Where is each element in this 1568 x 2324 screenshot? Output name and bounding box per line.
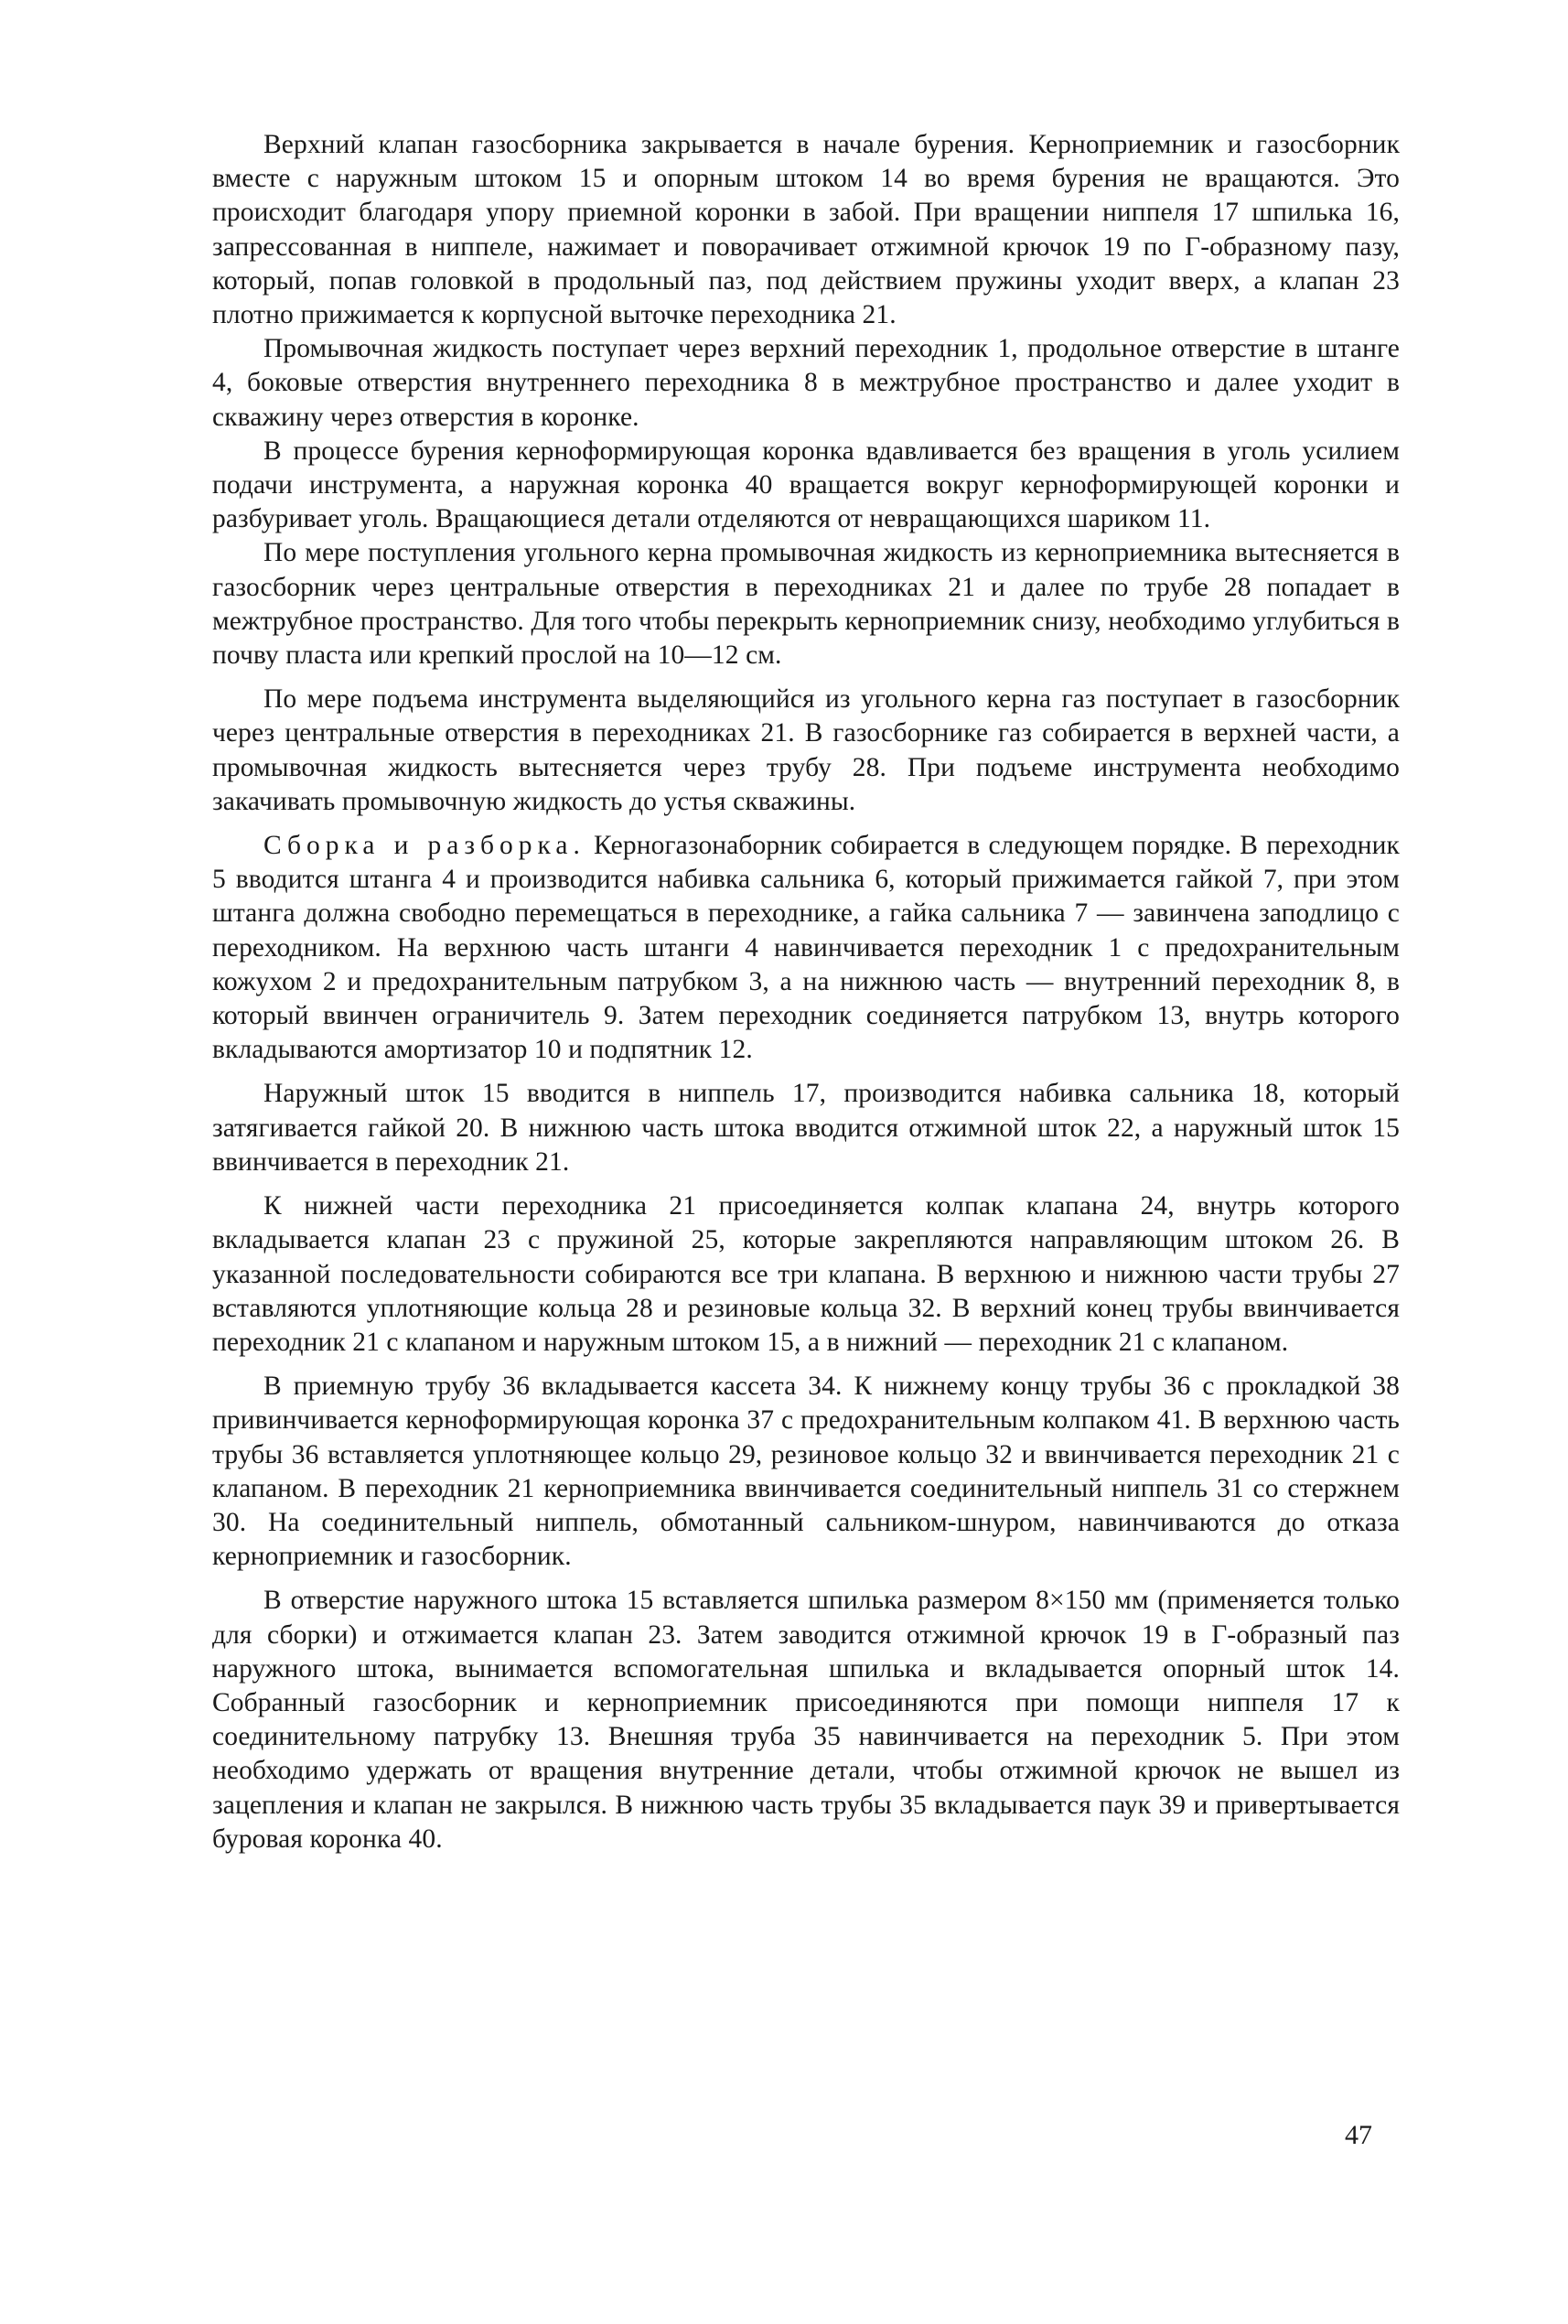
paragraph-tool-lifting: По мере подъема инструмента выделяющийся из угольного керна газ поступает в газосборник через центральные отверстия в переходниках 21. В газосборнике газ собирается в верхней части, а промывочная жидкость вытесняется через трубу 28. При подъеме инструмента необходимо закачивать промывочную жидкость до устья скважины. — [212, 684, 1400, 816]
paragraph-outer-rod: Наружный шток 15 вводится в ниппель 17, производится набивка сальника 18, который затягивается гайкой 20. В нижнюю часть штока вводится отжимной шток 22, а наружный шток 15 ввинчивается в переходник 21. — [212, 1079, 1400, 1177]
page-number: 47 — [1345, 2120, 1372, 2150]
assembly-intro-text: Керногазонаборник собирается в следующем порядке. В переходник 5 вводится штанга 4 и производится набивка сальника 6, который прижимается гайкой 7, при этом штанга должна свободно перемещаться в переходнике, а гайка сальника 7 — завинчена заподлицо с переходником. На верхнюю часть штанги 4 навинчивается переходник 1 с предохранительным кожухом 2 и предохранительным патрубком 3, а на нижнюю часть — внутренний переходник 8, в который ввинчен ограничитель 9. Затем переходник соединяется патрубком 13, внутрь которого вкладываются амортизатор 10 и подпятник 12. — [212, 831, 1400, 1065]
paragraph-valve-assembly: К нижней части переходника 21 присоединяется колпак клапана 24, внутрь которого вкладывается клапан 23 с пружиной 25, которые закрепляются направляющим штоком 26. В указанной последовательности собираются все три клапана. В верхнюю и нижнюю части трубы 27 вставляются уплотняющие кольца 28 и резиновые кольца 32. В верхний конец трубы ввинчивается переходник 21 с клапаном и наружным штоком 15, а в нижний — переходник 21 с клапаном. — [212, 1191, 1400, 1357]
paragraph-core-tube: В приемную трубу 36 вкладывается кассета 34. К нижнему концу трубы 36 с прокладкой 38 привинчивается керноформирующая коронка 37 с предохранительным колпаком 41. В верхнюю часть трубы 36 вставляется уплотняющее кольцо 29, резиновое кольцо 32 и ввинчивается переходник 21 с клапаном. В переходник 21 керноприемника ввинчивается соединительный ниппель 31 со стержнем 30. На соединительный ниппель, обмотанный сальником-шнуром, навинчиваются до отказа керноприемник и газосборник. — [212, 1372, 1400, 1572]
section-heading-assembly: Сборка и разборка. — [263, 831, 585, 861]
paragraph-valve-closing: Верхний клапан газосборника закрывается в начале бурения. Керноприемник и газосборник вместе с наружным штоком 15 и опорным штоком 14 во время бурения не вращаются. Это происходит благодаря упору приемной коронки в забой. При вращении ниппеля 17 шпилька 16, запрессованная в ниппеле, нажимает и поворачивает отжимной крючок 19 по Г-образному пазу, который, попав головкой в продольный паз, под действием пружины уходит вверх, а клапан 23 плотно прижимается к корпусной выточке переходника 21. — [212, 130, 1400, 330]
paragraph-assembly-intro — [212, 829, 1400, 1067]
paragraph-final-assembly: В отверстие наружного штока 15 вставляется шпилька размером 8×150 мм (применяется только для сборки) и отжимается клапан 23. Затем заводится отжимной крючок 19 в Г-образный паз наружного штока, вынимается вспомогательная шпилька и вкладывается опорный шток 14. Собранный газосборник и керноприемник присоединяются при помощи ниппеля 17 к соединительному патрубку 13. Внешняя труба 35 навинчивается на переходник 5. При этом необходимо удержать от вращения внутренние детали, чтобы отжимной крючок не вышел из зацепления и клапан не закрылся. В нижнюю часть трубы 35 вкладывается паук 39 и привертывается буровая коронка 40. — [212, 1586, 1400, 1854]
paragraph-flushing-fluid: Промывочная жидкость поступает через верхний переходник 1, продольное отверстие в штанге 4, боковые отверстия внутреннего переходника 8 в межтрубное пространство и далее уходит в скважину через отверстия в коронке. — [212, 334, 1400, 432]
paragraph-drilling-process: В процессе бурения керноформирующая коронка вдавливается без вращения в уголь усилием подачи инструмента, а наружная коронка 40 вращается вокруг керноформирующей коронки и разбуривает уголь. Вращающиеся детали отделяются от невращающихся шариком 11. — [212, 436, 1400, 534]
page-body — [212, 128, 1400, 1867]
paragraph-core-intake: По мере поступления угольного керна промывочная жидкость из керноприемника вытесняется в газосборник через центральные отверстия в переходниках 21 и далее по трубе 28 попадает в межтрубное пространство. Для того чтобы перекрыть керноприемник снизу, необходимо углубиться в почву пласта или крепкий прослой на 10—12 см. — [212, 538, 1400, 671]
